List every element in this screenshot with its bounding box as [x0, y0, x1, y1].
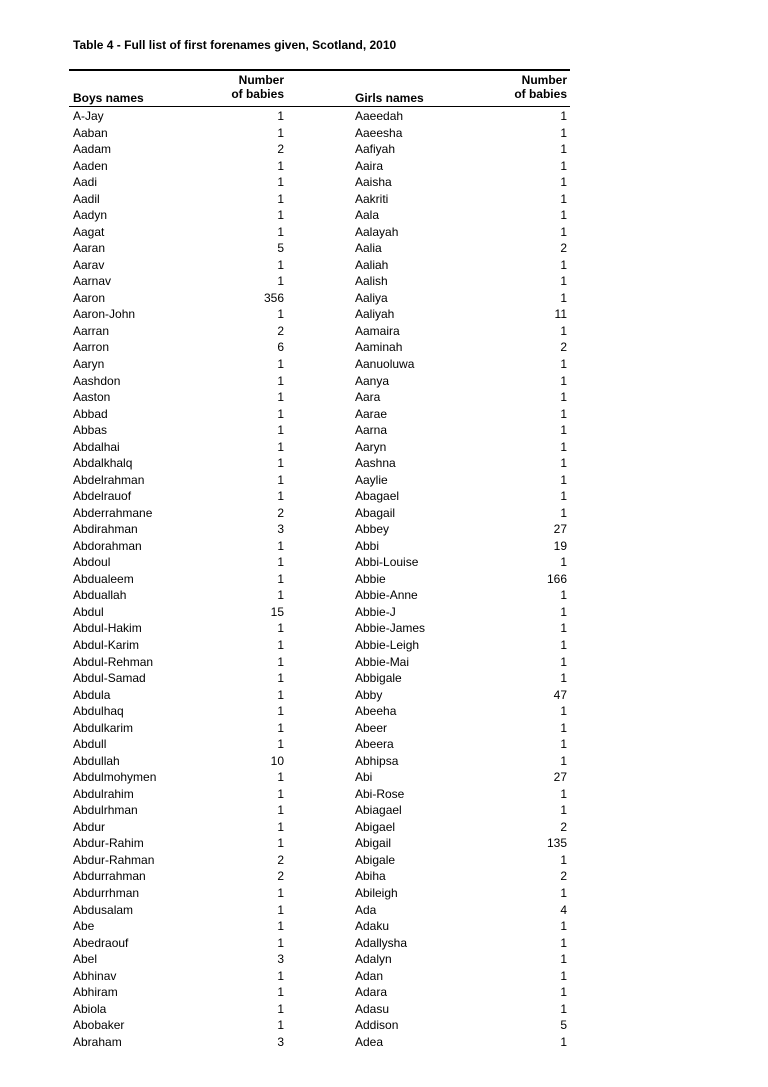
girl-name: Adea: [355, 1034, 384, 1049]
boy-name: Abdelrahman: [73, 472, 145, 487]
boy-count: 1: [277, 472, 284, 487]
boy-count: 1: [277, 687, 284, 702]
table-row: [0, 1001, 768, 1018]
girl-count: 1: [560, 737, 567, 752]
table-row: [0, 786, 768, 803]
girl-count: 11: [554, 307, 567, 322]
girl-count: 1: [560, 323, 567, 338]
girl-count: 27: [553, 522, 567, 537]
table-row: [0, 835, 768, 852]
table-row: [0, 554, 768, 571]
girl-count: 1: [560, 356, 567, 371]
girl-count: 2: [560, 241, 567, 256]
girl-name: Abbigale: [355, 671, 402, 686]
boy-count: 1: [277, 885, 284, 900]
boy-name: Aarav: [73, 257, 105, 272]
girl-count: 1: [560, 290, 567, 305]
girl-count: 1: [560, 175, 567, 190]
boy-name: Abdur-Rahman: [73, 852, 155, 867]
girl-name: Abbie-J: [355, 604, 396, 619]
girl-name: Abileigh: [355, 885, 398, 900]
table-row: [0, 505, 768, 522]
boy-name: Abdurrahman: [73, 869, 146, 884]
girl-name: Aarna: [355, 423, 388, 438]
table-row: [0, 306, 768, 323]
girl-count: 1: [560, 1001, 567, 1016]
boy-name: Abobaker: [73, 1018, 125, 1033]
girl-name: Abbie-James: [355, 621, 426, 636]
girl-name: Adalyn: [355, 952, 392, 967]
girl-name: Aaylie: [355, 472, 388, 487]
boy-count: 1: [277, 439, 284, 454]
header-girls-count-line1: Number: [521, 73, 567, 87]
girl-name: Aaisha: [355, 175, 392, 190]
girl-count: 4: [560, 902, 567, 917]
boy-count: 1: [277, 836, 284, 851]
table-row: [0, 389, 768, 406]
girl-count: 2: [560, 869, 567, 884]
boy-name: Aaron: [73, 290, 106, 305]
table-row: [0, 604, 768, 621]
header-boys-count: [231, 73, 284, 101]
girl-count: 1: [560, 621, 567, 636]
girl-name: Abiha: [355, 869, 386, 884]
table-row: [0, 571, 768, 588]
boy-name: Abdula: [73, 687, 111, 702]
boy-count: 1: [277, 985, 284, 1000]
table-row: [0, 472, 768, 489]
table-row: [0, 687, 768, 704]
girl-name: Aamaira: [355, 323, 400, 338]
boy-name: Abdulrhman: [73, 803, 138, 818]
boy-count: 1: [277, 654, 284, 669]
girl-count: 1: [560, 439, 567, 454]
boy-count: 1: [277, 208, 284, 223]
boy-name: Abdul-Rehman: [73, 654, 154, 669]
girl-name: Aaliyah: [355, 307, 395, 322]
boy-name: Aadam: [73, 142, 112, 157]
girl-count: 1: [560, 142, 567, 157]
boy-count: 2: [277, 869, 284, 884]
girl-name: Abeer: [355, 720, 388, 735]
girl-count: 1: [560, 852, 567, 867]
boy-count: 3: [277, 522, 284, 537]
boy-count: 1: [277, 356, 284, 371]
boy-name: Aadi: [73, 175, 98, 190]
boy-name: Abduallah: [73, 588, 127, 603]
boy-name: Aaron-John: [73, 307, 136, 322]
girl-name: Abeera: [355, 737, 394, 752]
girl-name: Aaliah: [355, 257, 389, 272]
girl-name: Abby: [355, 687, 383, 702]
girl-name: Abagael: [355, 489, 400, 504]
table-row: [0, 406, 768, 423]
girl-count: 1: [560, 885, 567, 900]
boy-name: Abderrahmane: [73, 505, 153, 520]
table-row: [0, 703, 768, 720]
girl-count: 1: [560, 274, 567, 289]
boy-name: Abdullah: [73, 753, 120, 768]
boy-count: 1: [277, 671, 284, 686]
girl-name: Aashna: [355, 456, 396, 471]
girl-count: 47: [553, 687, 567, 702]
table-top-rule: [69, 69, 570, 71]
boy-name: Abedraouf: [73, 935, 129, 950]
boy-name: Abdualeem: [73, 571, 134, 586]
boy-count: 1: [277, 1001, 284, 1016]
table-row: [0, 141, 768, 158]
girl-count: 1: [560, 588, 567, 603]
table-row: [0, 273, 768, 290]
boy-count: 1: [277, 919, 284, 934]
girl-count: 1: [560, 604, 567, 619]
boy-name: Abdurrhman: [73, 885, 140, 900]
table-row: [0, 538, 768, 555]
girl-name: Aaeedah: [355, 109, 404, 123]
table-row: [0, 753, 768, 770]
boy-count: 15: [270, 604, 284, 619]
girl-name: Abeeha: [355, 704, 397, 719]
boy-count: 1: [277, 191, 284, 206]
table-row: [0, 191, 768, 208]
boy-name: Abbas: [73, 423, 108, 438]
table-row: [0, 637, 768, 654]
girl-name: Aanya: [355, 373, 390, 388]
boy-count: 1: [277, 538, 284, 553]
boy-name: Abdur-Rahim: [73, 836, 144, 851]
boy-count: 1: [277, 158, 284, 173]
girl-name: Aaryn: [355, 439, 387, 454]
girl-count: 2: [560, 819, 567, 834]
girl-name: Aara: [355, 390, 381, 405]
table-row: [0, 885, 768, 902]
girl-count: 2: [560, 340, 567, 355]
girl-name: Aalia: [355, 241, 382, 256]
boy-count: 1: [277, 406, 284, 421]
girl-name: Abiagael: [355, 803, 402, 818]
boy-name: Abiola: [73, 1001, 107, 1016]
boy-count: 1: [277, 390, 284, 405]
boy-count: 1: [277, 1018, 284, 1033]
table-row: [0, 125, 768, 142]
boy-name: Abdul-Hakim: [73, 621, 142, 636]
girl-name: Aarae: [355, 406, 388, 421]
header-boys-names: Boys names: [73, 91, 144, 105]
boy-name: Abdirahman: [73, 522, 138, 537]
girl-count: 1: [560, 505, 567, 520]
table-row: [0, 224, 768, 241]
girl-count: 5: [560, 1018, 567, 1033]
girl-count: 1: [560, 423, 567, 438]
girl-count: 1: [560, 257, 567, 272]
girl-count: 1: [560, 191, 567, 206]
boy-count: 1: [277, 555, 284, 570]
table-row: [0, 257, 768, 274]
girl-count: 1: [560, 985, 567, 1000]
boy-count: 1: [277, 935, 284, 950]
table-row: [0, 984, 768, 1001]
table-row: [0, 455, 768, 472]
boy-name: Abdulhaq: [73, 704, 124, 719]
girl-count: 1: [560, 406, 567, 421]
table-row: [0, 439, 768, 456]
boy-count: 1: [277, 571, 284, 586]
boy-name: Abdorahman: [73, 538, 142, 553]
boy-count: 1: [277, 257, 284, 272]
boy-count: 356: [263, 290, 284, 305]
girl-name: Aaeesha: [355, 125, 403, 140]
girl-name: Addison: [355, 1018, 399, 1033]
table-row: [0, 968, 768, 985]
girl-name: Adallysha: [355, 935, 408, 950]
boy-count: 2: [277, 323, 284, 338]
girl-count: 1: [560, 654, 567, 669]
girl-count: 1: [560, 704, 567, 719]
girl-count: 1: [560, 390, 567, 405]
table-row: [0, 422, 768, 439]
boy-count: 1: [277, 621, 284, 636]
girl-count: 1: [560, 720, 567, 735]
girl-name: Aaminah: [355, 340, 403, 355]
boy-count: 5: [277, 241, 284, 256]
table-row: [0, 654, 768, 671]
girl-name: Abhipsa: [355, 753, 399, 768]
boy-name: Aaston: [73, 390, 111, 405]
girl-name: Ada: [355, 902, 377, 917]
table-row: [0, 852, 768, 869]
table-body: [0, 108, 768, 1050]
girl-name: Abigail: [355, 836, 392, 851]
boy-count: 1: [277, 456, 284, 471]
table-row: [0, 935, 768, 952]
boy-name: Aarron: [73, 340, 110, 355]
table-row: [0, 1034, 768, 1051]
girl-name: Abbie-Anne: [355, 588, 418, 603]
girl-count: 1: [560, 671, 567, 686]
girl-count: 1: [560, 555, 567, 570]
boy-name: Abhinav: [73, 968, 117, 983]
boy-count: 10: [270, 753, 284, 768]
boy-name: Abraham: [73, 1034, 122, 1049]
boy-name: Aaryn: [73, 356, 105, 371]
girl-name: Adara: [355, 985, 388, 1000]
girl-name: Abigale: [355, 852, 396, 867]
boy-name: Abbad: [73, 406, 108, 421]
girl-count: 135: [546, 836, 567, 851]
boy-name: Aadyn: [73, 208, 108, 223]
table-row: [0, 158, 768, 175]
boy-name: Aashdon: [73, 373, 121, 388]
table-row: [0, 670, 768, 687]
boy-count: 1: [277, 588, 284, 603]
table-row: [0, 951, 768, 968]
header-girls-names: Girls names: [355, 91, 424, 105]
girl-name: Abi-Rose: [355, 786, 405, 801]
girl-name: Adaku: [355, 919, 390, 934]
boy-name: Abdulkarim: [73, 720, 134, 735]
boy-count: 1: [277, 423, 284, 438]
girl-count: 1: [560, 803, 567, 818]
girl-count: 19: [553, 538, 567, 553]
boy-name: Aaban: [73, 125, 108, 140]
boy-count: 1: [277, 704, 284, 719]
boy-name: Aaden: [73, 158, 108, 173]
boy-name: Aagat: [73, 224, 105, 239]
boy-name: Aaran: [73, 241, 106, 256]
header-boys-count-line2: of babies: [231, 87, 284, 101]
girl-count: 1: [560, 489, 567, 504]
boy-count: 6: [277, 340, 284, 355]
table-row: [0, 356, 768, 373]
boy-count: 1: [277, 109, 284, 123]
boy-count: 1: [277, 489, 284, 504]
girl-name: Abigael: [355, 819, 396, 834]
header-girls-count-line2: of babies: [514, 87, 567, 101]
girl-name: Adasu: [355, 1001, 390, 1016]
girl-count: 1: [560, 109, 567, 123]
boy-count: 2: [277, 142, 284, 157]
boy-count: 1: [277, 307, 284, 322]
boy-name: Abe: [73, 919, 95, 934]
table-row: [0, 108, 768, 125]
girl-count: 1: [560, 125, 567, 140]
boy-count: 2: [277, 852, 284, 867]
boy-name: Abdalkhalq: [73, 456, 133, 471]
header-rule: [69, 106, 570, 107]
table-row: [0, 174, 768, 191]
table-row: [0, 802, 768, 819]
girl-name: Abagail: [355, 505, 396, 520]
table-row: [0, 868, 768, 885]
girl-count: 27: [553, 770, 567, 785]
boy-count: 1: [277, 902, 284, 917]
table-row: [0, 769, 768, 786]
girl-name: Abbi-Louise: [355, 555, 419, 570]
table-row: [0, 736, 768, 753]
girl-name: Abbie-Leigh: [355, 638, 420, 652]
girl-name: Aalish: [355, 274, 388, 289]
boy-name: Aadil: [73, 191, 100, 206]
table-row: [0, 290, 768, 307]
table-row: [0, 373, 768, 390]
girl-name: Abbey: [355, 522, 390, 537]
boy-count: 1: [277, 737, 284, 752]
boy-count: 1: [277, 803, 284, 818]
table-row: [0, 488, 768, 505]
girl-count: 1: [560, 935, 567, 950]
girl-count: 1: [560, 456, 567, 471]
table-row: [0, 240, 768, 257]
boy-count: 1: [277, 274, 284, 289]
girl-count: 1: [560, 968, 567, 983]
boy-name: Abdulmohymen: [73, 770, 157, 785]
boy-count: 2: [277, 505, 284, 520]
girl-name: Aakriti: [355, 191, 389, 206]
boy-name: A-Jay: [73, 109, 104, 123]
boy-name: Aarran: [73, 323, 110, 338]
boy-count: 1: [277, 638, 284, 652]
boy-count: 1: [277, 224, 284, 239]
girl-count: 166: [546, 571, 567, 586]
girl-count: 1: [560, 472, 567, 487]
boy-name: Abdul: [73, 604, 104, 619]
girl-count: 1: [560, 208, 567, 223]
boy-count: 3: [277, 1034, 284, 1049]
girl-name: Aanuoluwa: [355, 356, 415, 371]
girl-count: 1: [560, 1034, 567, 1049]
boy-name: Abdull: [73, 737, 107, 752]
girl-name: Aaira: [355, 158, 384, 173]
girl-name: Aaliya: [355, 290, 388, 305]
boy-count: 1: [277, 786, 284, 801]
girl-name: Abbie-Mai: [355, 654, 410, 669]
boy-count: 1: [277, 770, 284, 785]
boy-name: Abdalhai: [73, 439, 120, 454]
boy-name: Abdur: [73, 819, 106, 834]
table-row: [0, 587, 768, 604]
girl-name: Adan: [355, 968, 384, 983]
girl-name: Aalayah: [355, 224, 399, 239]
table-row: [0, 323, 768, 340]
boy-name: Abdulrahim: [73, 786, 134, 801]
girl-count: 1: [560, 952, 567, 967]
girl-name: Aafiyah: [355, 142, 396, 157]
girl-name: Abbi: [355, 538, 380, 553]
boy-name: Abdul-Samad: [73, 671, 146, 686]
girl-count: 1: [560, 158, 567, 173]
girl-count: 1: [560, 224, 567, 239]
table-row: [0, 902, 768, 919]
girl-name: Abi: [355, 770, 373, 785]
boy-count: 1: [277, 175, 284, 190]
table-row: [0, 620, 768, 637]
boy-name: Abdoul: [73, 555, 111, 570]
boy-name: Abdusalam: [73, 902, 134, 917]
girl-count: 1: [560, 638, 567, 652]
boy-count: 1: [277, 968, 284, 983]
table-row: [0, 720, 768, 737]
table-row: [0, 521, 768, 538]
table-row: [0, 339, 768, 356]
header-girls-count: [514, 73, 567, 101]
girl-count: 1: [560, 919, 567, 934]
boy-name: Abdul-Karim: [73, 638, 140, 652]
boy-count: 1: [277, 373, 284, 388]
table-row: [0, 207, 768, 224]
boy-name: Aarnav: [73, 274, 112, 289]
boy-count: 1: [277, 125, 284, 140]
boy-count: 3: [277, 952, 284, 967]
table-row: [0, 819, 768, 836]
girl-name: Aala: [355, 208, 380, 223]
table-row: [0, 918, 768, 935]
header-boys-count-line1: Number: [238, 73, 284, 87]
boy-count: 1: [277, 819, 284, 834]
girl-count: 1: [560, 786, 567, 801]
girl-name: Abbie: [355, 571, 386, 586]
table-row: [0, 1017, 768, 1034]
boy-name: Abhiram: [73, 985, 118, 1000]
table-title: Table 4 - Full list of first forenames given, Scotland, 2010: [73, 38, 397, 52]
boy-name: Abdelrauof: [73, 489, 132, 504]
girl-count: 1: [560, 373, 567, 388]
girl-count: 1: [560, 753, 567, 768]
boy-name: Abel: [73, 952, 98, 967]
boy-count: 1: [277, 720, 284, 735]
